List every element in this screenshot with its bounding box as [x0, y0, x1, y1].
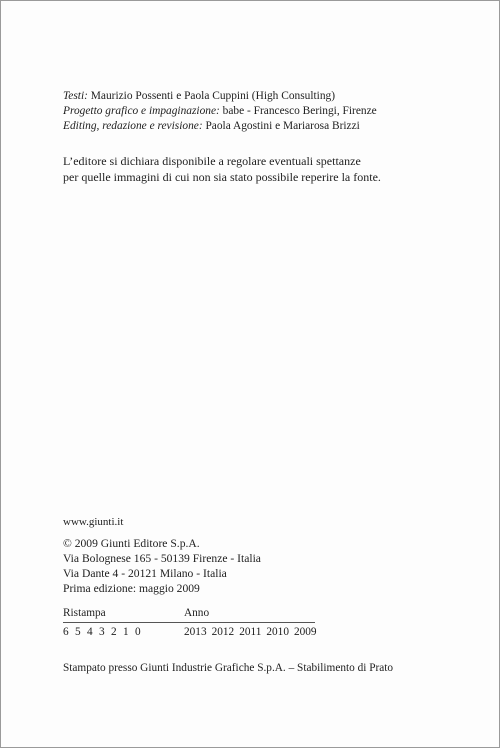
first-edition-line: Prima edizione: maggio 2009 — [63, 582, 200, 595]
ristampa-number: 0 — [135, 626, 141, 638]
ristampa-number: 6 — [63, 626, 69, 638]
design-label: Progetto grafico e impaginazione: — [63, 105, 220, 117]
anno-years — [184, 626, 322, 638]
editing-value: Paola Agostini e Mariarosa Brizzi — [205, 120, 360, 132]
anno-year: 2011 — [239, 626, 262, 638]
ristampa-numbers — [63, 626, 147, 638]
disclaimer-line-1: L’editore si dichiara disponibile a regolare eventuali spettanze — [63, 154, 361, 168]
anno-label: Anno — [184, 607, 210, 619]
anno-year: 2013 — [184, 626, 207, 638]
reprint-rule — [63, 622, 315, 623]
ristampa-number: 5 — [75, 626, 81, 638]
anno-year: 2012 — [211, 626, 235, 638]
address-florence: Via Bolognese 165 - 50139 Firenze - Italia — [63, 552, 261, 565]
design-value: babe - Francesco Beringi, Firenze — [222, 105, 377, 117]
website-link[interactable]: www.giunti.it — [63, 516, 124, 528]
copyright-line: © 2009 Giunti Editore S.p.A. — [63, 537, 200, 550]
design-credit — [63, 104, 377, 118]
texts-value: Maurizio Possenti e Paola Cuppini (High Consulting) — [90, 90, 336, 102]
texts-label: Testi: — [63, 90, 88, 102]
ristampa-number: 2 — [111, 626, 117, 638]
editing-credit — [63, 119, 360, 133]
address-milan: Via Dante 4 - 20121 Milano - Italia — [63, 567, 227, 580]
printer-line: Stampato presso Giunti Industrie Grafiche S.p.A. – Stabilimento di Prato — [63, 662, 394, 674]
editing-label: Editing, redazione e revisione: — [63, 120, 203, 132]
texts-credit — [63, 89, 335, 103]
ristampa-label: Ristampa — [63, 607, 106, 619]
disclaimer-line-2: per quelle immagini di cui non sia stato possibile reperire la fonte. — [63, 170, 381, 184]
ristampa-number: 4 — [87, 626, 93, 638]
anno-year: 2009 — [293, 626, 317, 638]
anno-year: 2010 — [266, 626, 289, 638]
ristampa-number: 1 — [123, 626, 129, 638]
ristampa-number: 3 — [99, 626, 105, 638]
